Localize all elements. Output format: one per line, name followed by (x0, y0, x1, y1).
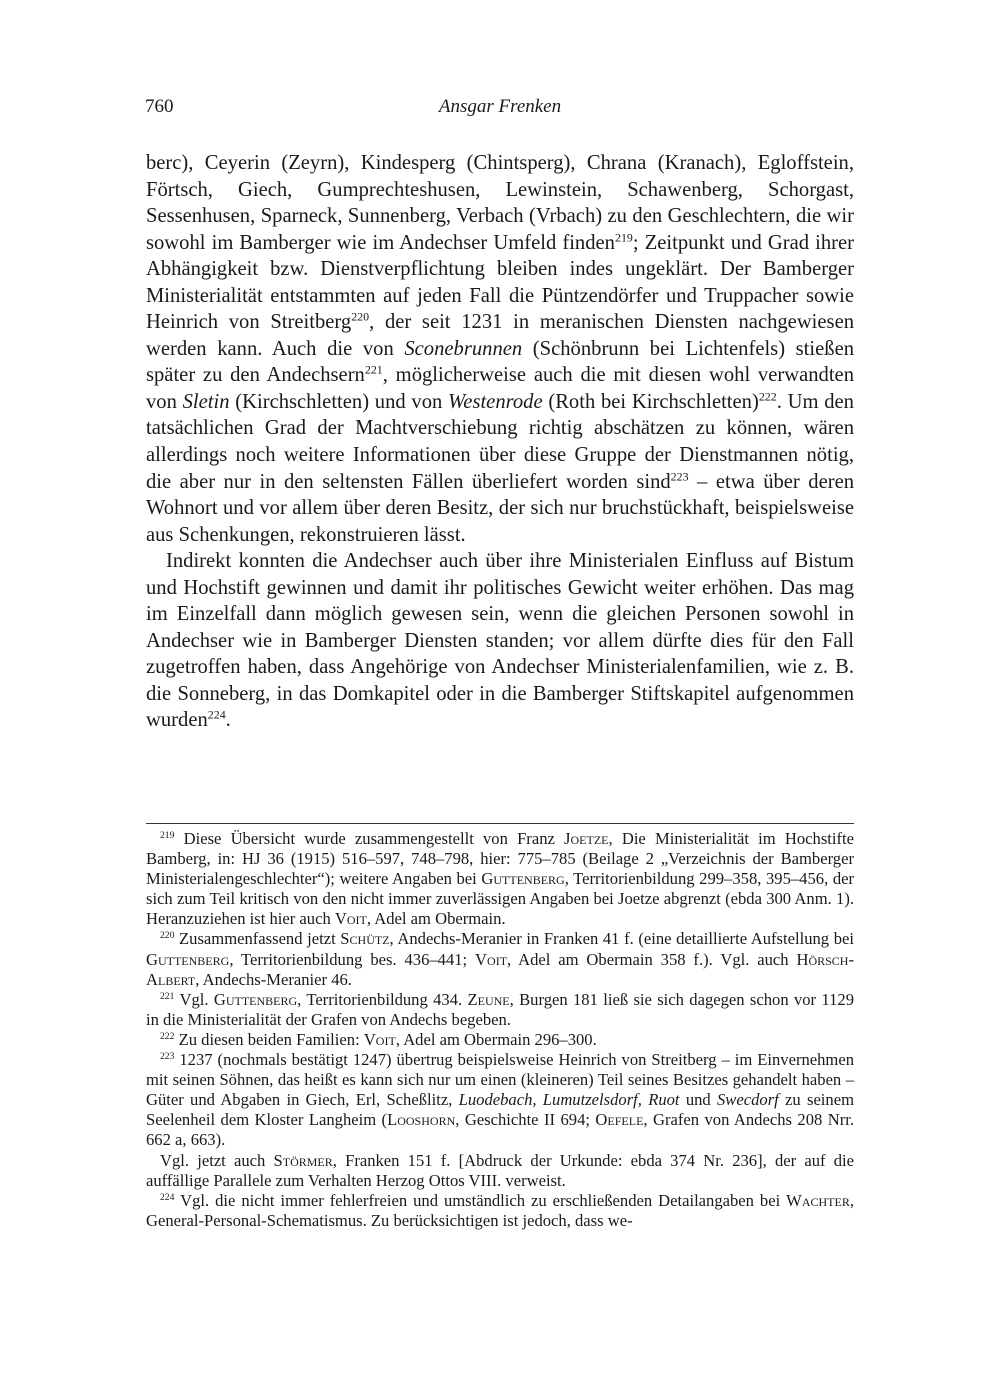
footnote-divider (146, 823, 854, 824)
running-head: Ansgar Frenken (438, 96, 562, 117)
footnote-number: 219 (160, 830, 175, 842)
footnote-number: 220 (160, 930, 175, 942)
footnote: $^{219}$ Diese Übersicht wurde zusammengestellt von Franz Joetze, Die Ministerialität im Hochstifte Bamberg, in: HJ 36 (1915) 516–597, 748–798, hier: 775–785 (Beilage 2 „Verzeichnis der Bamberger Ministerialengeschlechter“); weitere Angaben bei Guttenberg, Territorienbildung 299–358, 395–456, der sich zum Teil kritisch von den nicht immer zuverlässigen Angaben bei Joetze abgrenzt (ebda 300 Anm. 1). Heranzuziehen ist hier auch Voit, Adel am Obermain. (146, 829, 855, 929)
footnote: $^{221}$ Vgl. Guttenberg, Territorienbildung 434. Zeune, Burgen 181 ließ sie sich dagegen schon vor 1129 in die Ministerialität der Grafen von Andechs begeben. (146, 989, 854, 1029)
footnote-number: 221 (160, 990, 175, 1002)
footnote-number: 222 (160, 1030, 175, 1042)
footnote-number: 224 (160, 1191, 175, 1203)
footnote-ref: 224 (207, 708, 226, 723)
footnote: $^{222}$ Zu diesen beiden Familien: Voit, Adel am Obermain 296–300. (160, 1029, 597, 1049)
main-text (146, 150, 854, 734)
footnote-ref: 223 (670, 469, 689, 484)
footnote: $^{220}$ Zusammenfassend jetzt Schütz, Andechs-Meranier in Franken 41 f. (eine detaillierte Aufstellung bei Guttenberg, Territorienbildung bes. 436–441; Voit, Adel am Obermain 358 f.). Vgl. auch Hörsch-Albert, Andechs-Meranier 46. (146, 929, 854, 989)
footnotes (146, 829, 854, 1231)
page-header (145, 96, 855, 126)
footnote: $^{223}$ 1237 (nochmals bestätigt 1247) übertrug beispielsweise Heinrich von Streitberg – im Einvernehmen mit seinen Söhnen, das heißt es kann sich nur um einen (kleineren) Teil seines Besitzes gehandelt haben – Güter und Abgaben in Giech, Erl, Scheßlitz, Luodebach, Lumutzelsdorf, Ruot und Swecdorf zu seinem Seelenheil dem Kloster Langheim (Looshorn, Geschichte II 694; Oefele, Grafen von Andechs 208 Nrr. 662 a, 663). (146, 1050, 854, 1150)
page-number: 760 (145, 96, 174, 117)
paragraph: Indirekt konnten die Andechser auch über ihre Ministerialen Einfluss auf Bistum und Hochstift gewinnen und damit ihr politisches Gewicht weiter erhöhen. Das mag im Einzelfall dann möglich gewesen sein, wenn die gleichen Personen sowohl in Andechser wie in Bamberger Diensten standen; vor allem dürfte dies für den Fall zugetroffen haben, dass Angehörige von Andechser Ministerialenfamilien, wie z. B. die Sonneberg, in das Domkapitel oder in die Bamberger Stiftskapitel aufgenommen wurden$^{224}$. (146, 550, 854, 732)
footnote-ref: 219 (614, 230, 633, 245)
footnote-number: 223 (160, 1051, 175, 1063)
footnote-ref: 222 (758, 389, 777, 404)
footnote-ref: 220 (351, 309, 370, 324)
paragraph: berc), Ceyerin (Zeyrn), Kindesperg (Chintsperg), Chrana (Kranach), Egloffstein, Förtsch, Giech, Gumprechteshusen, Lewinstein, Schawenberg, Schorgast, Sessenhusen, Sparneck, Sunnenberg, Verbach (Vrbach) zu den Geschlechtern, die wir sowohl im Bamberger wie im Andechser Umfeld finden$^{219}$; Zeitpunkt und Grad ihrer Abhängigkeit bzw. Dienstverpflichtung bleiben indes ungeklärt. Der Bamberger Ministerialität entstammten auf jeden Fall die Püntzendörfer und Truppacher sowie Heinrich von Streitberg$^{220}$, der seit 1231 in meranischen Diensten nachgewiesen werden kann. Auch die von Sconebrunnen (Schönbrunn bei Lichtenfels) stießen später zu den Andechsern$^{221}$, möglicherweise auch die mit diesen wohl verwandten von Sletin (Kirchschletten) und von Westenrode (Roth bei Kirchschletten)$^{222}$. Um den tatsächlichen Grad der Machtverschiebung richtig abschätzen zu können, wären allerdings noch weitere Informationen über diese Gruppe der Dienstmannen nötig, die aber nur in den seltensten Fällen überliefert worden sind$^{223}$ – etwa über deren Wohnort und vor allem über deren Besitz, der sich nur bruchstückhaft, beispielsweise aus Schenkungen, rekonstruieren lässt. (146, 152, 855, 546)
footnote: $^{224}$ Vgl. die nicht immer fehlerfreien und umständlich zu erschließenden Detailangaben bei Wachter, General-Personal-Schematismus. Zu berücksichtigen ist jedoch, dass we- (146, 1190, 854, 1230)
footnote-ref: 221 (364, 362, 383, 377)
footnote-continuation: Vgl. jetzt auch Störmer, Franken 151 f. [Abdruck der Urkunde: ebda 374 Nr. 236], der auf die auffällige Parallele zum Verhalten Herzog Ottos VIII. verweist. (146, 1150, 854, 1190)
